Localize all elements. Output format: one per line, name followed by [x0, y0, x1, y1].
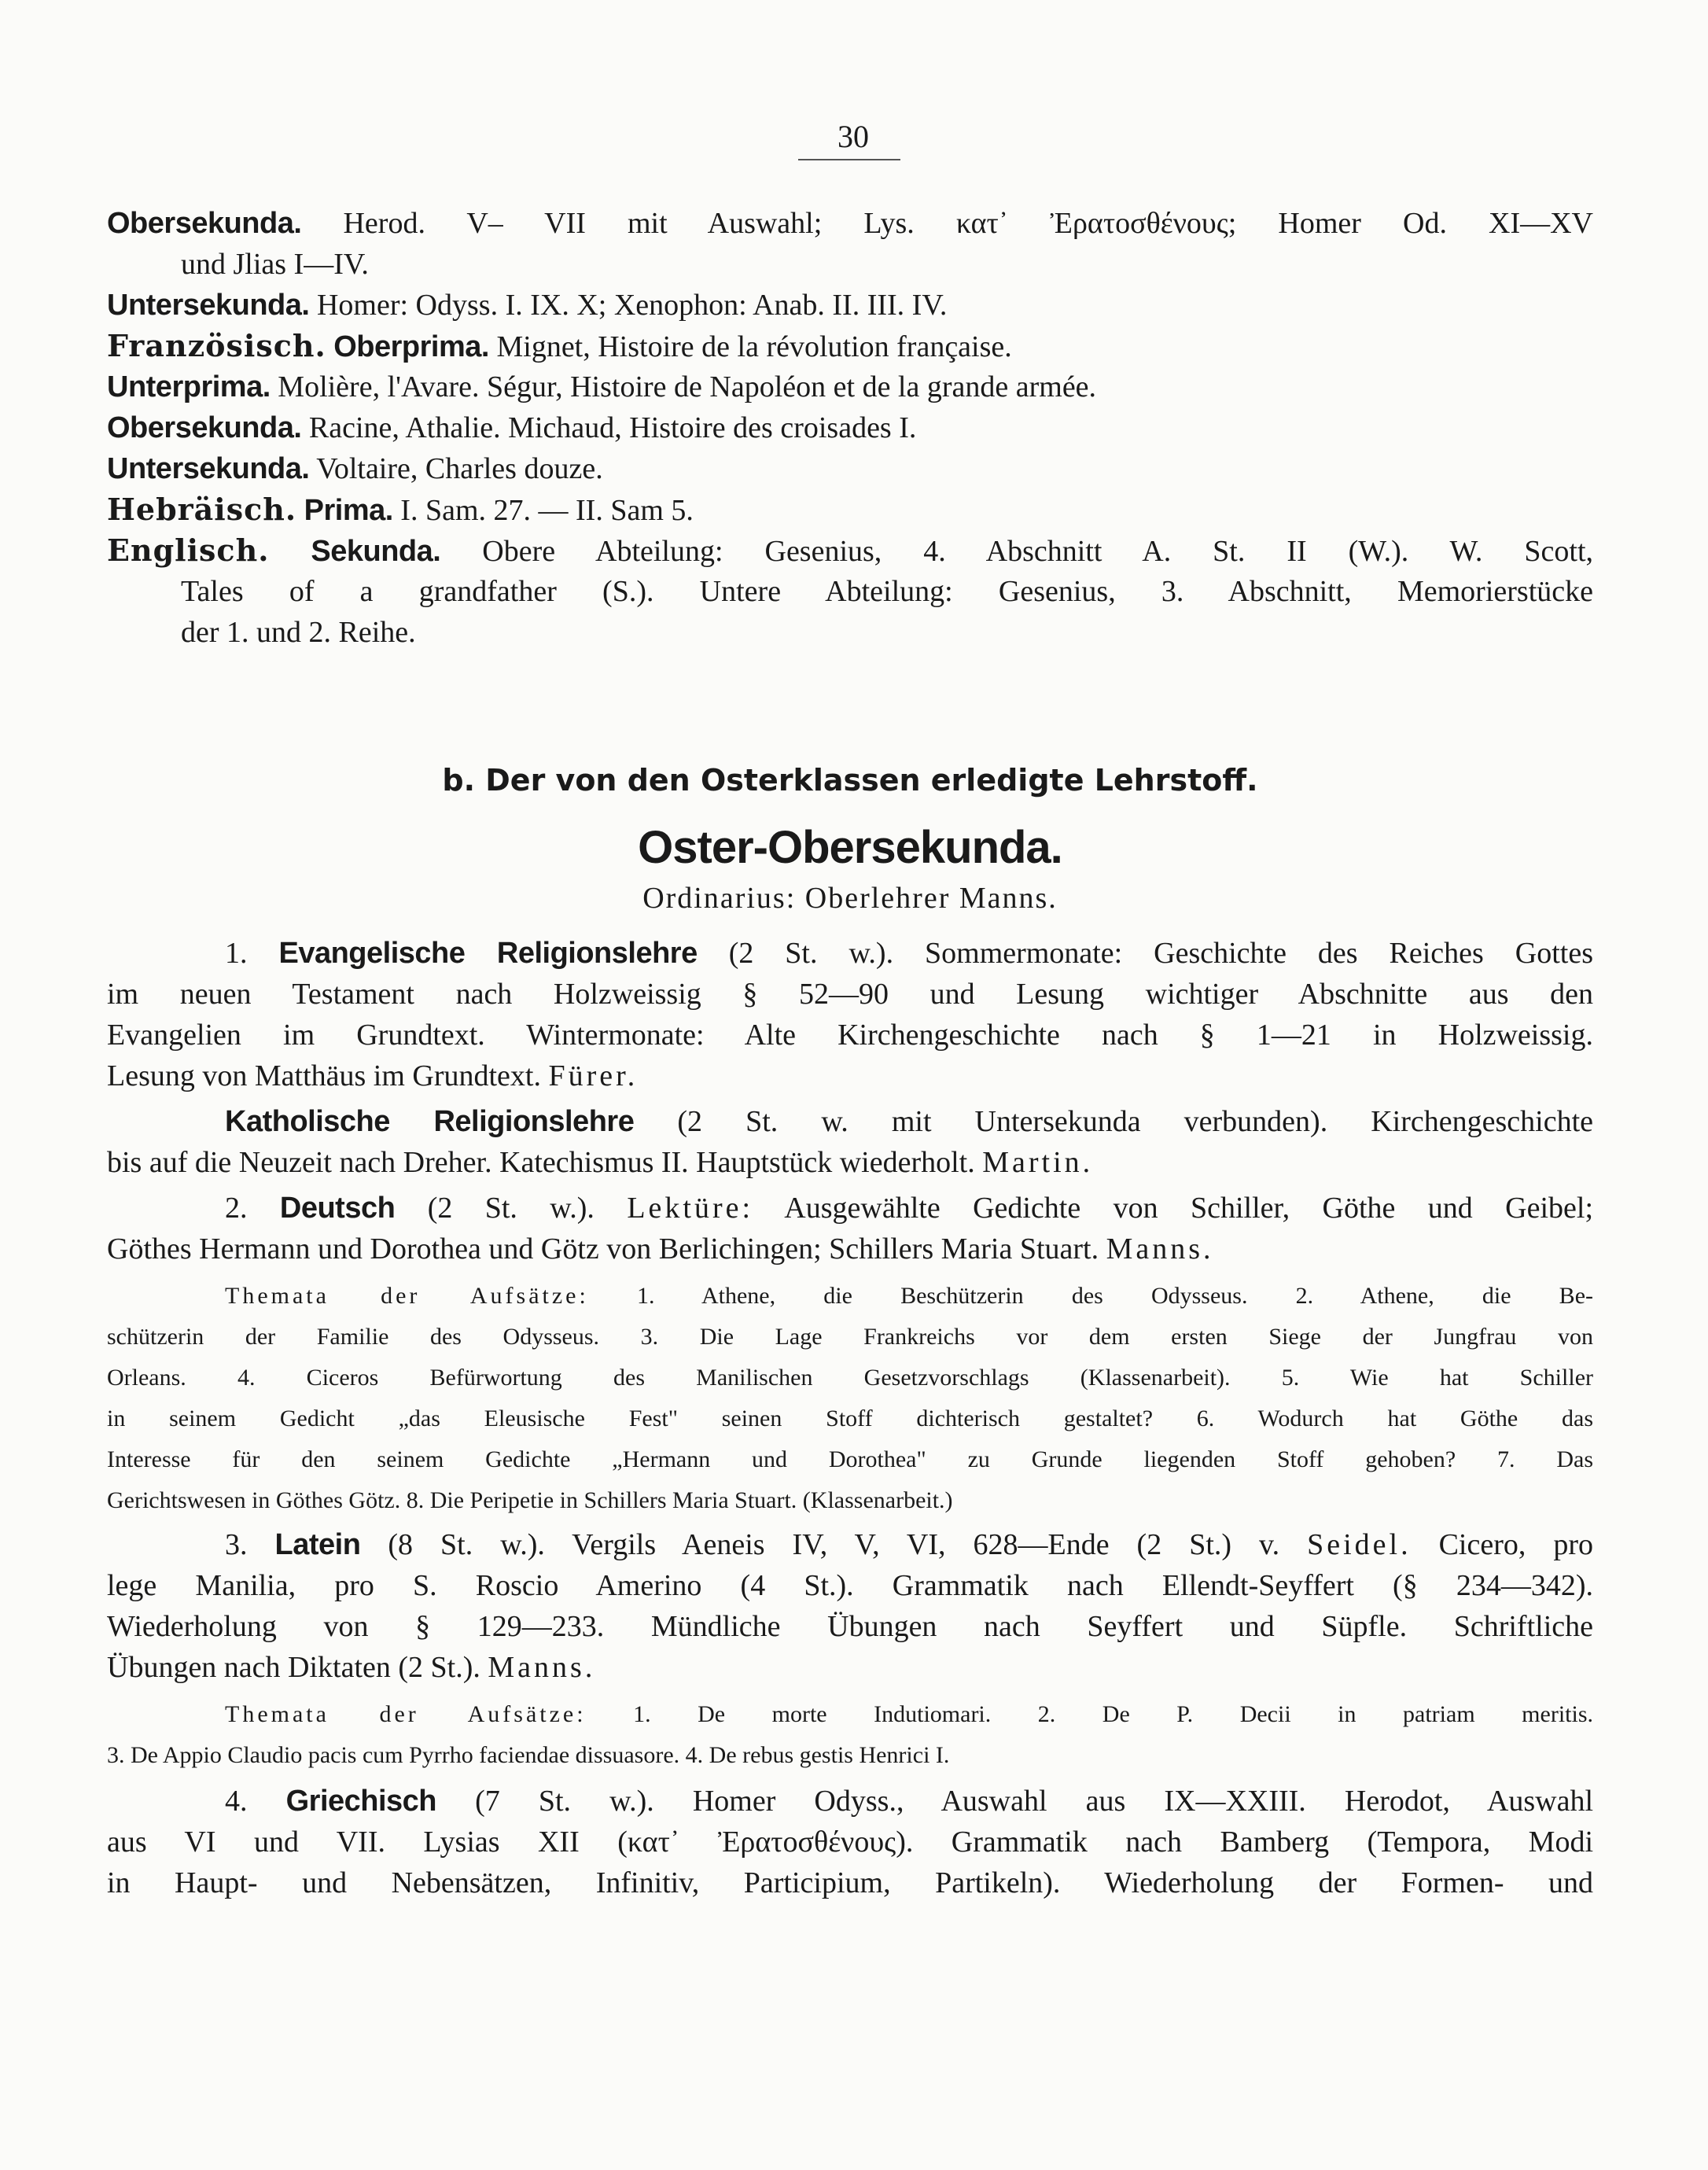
text-line	[107, 1565, 1593, 1606]
teacher-name: Manns.	[488, 1651, 596, 1684]
text-line	[107, 1694, 1593, 1735]
line-text: Cicero, pro	[1411, 1528, 1594, 1561]
class-label: Obersekunda.	[107, 411, 302, 444]
class-label: Unterprima.	[107, 370, 271, 403]
line-text: Racine, Athalie. Michaud, Histoire des croisades I.	[301, 411, 917, 444]
line-text: und Jlias I—IV.	[181, 248, 369, 281]
line-text: Molière, l'Avare. Ségur, Histoire de Napoléon et de la grande armée.	[270, 370, 1097, 403]
line-text: Herod. V– VII mit Auswahl; Lys. κατ᾽ Ἐρατοσθένους; Homer Od. XI—XV	[301, 207, 1593, 240]
class-title: Oster-Obersekunda.	[638, 822, 1062, 873]
text-line	[107, 489, 1593, 530]
line-text: Wiederholung von § 129—233. Mündliche Übungen nach Seyffert und Süpfle. Schriftliche	[107, 1610, 1593, 1643]
subject-heading: Deutsch	[279, 1192, 396, 1225]
line-text: in Haupt- und Nebensätzen, Infinitiv, Participium, Partikeln). Wiederholung der Formen- und	[107, 1866, 1593, 1899]
text-line	[107, 1229, 1593, 1269]
line-text: lege Manilia, pro S. Roscio Amerino (4 St.). Grammatik nach Ellendt-Seyffert (§ 234—342).	[107, 1569, 1593, 1602]
line-text: Lesung von Matthäus im Grundtext.	[107, 1059, 541, 1092]
subject-label: Englisch.	[107, 532, 270, 568]
text-line	[107, 1317, 1593, 1358]
line-text: Voltaire, Charles douze.	[309, 452, 603, 485]
line-text: in seinem Gedicht „das Eleusische Fest" seinen Stoff dichterisch gestaltet? 6. Wodurch hat Göthe das	[107, 1406, 1593, 1431]
subject-heading: Griechisch	[285, 1785, 437, 1818]
class-label: Obersekunda.	[107, 207, 302, 240]
curriculum-body	[107, 933, 1593, 1903]
line-text: aus VI und VII. Lysias XII (κατ᾽ Ἐρατοσθένους). Grammatik nach Bamberg (Tempora, Modi	[107, 1826, 1593, 1859]
line-text: Interesse für den seinem Gedichte „Hermann und Dorothea" zu Grunde liegenden Stoff gehoben? 7. Das	[107, 1446, 1593, 1472]
text-line	[107, 1142, 1593, 1183]
reading-list-block	[107, 203, 1593, 653]
text-line	[107, 612, 1593, 653]
text-line	[107, 1398, 1593, 1439]
section-heading: b. Der von den Osterklassen erledigte Lehrstoff.	[442, 763, 1258, 798]
text-line	[107, 367, 1593, 407]
item-number: 1.	[225, 937, 248, 970]
line-text: Evangelien im Grundtext. Wintermonate: Alte Kirchengeschichte nach § 1—21 in Holzweissig.	[107, 1019, 1593, 1052]
text-line	[107, 1276, 1593, 1317]
text-line	[107, 933, 1593, 974]
text-line	[107, 1439, 1593, 1480]
teacher-name: Fürer.	[548, 1059, 639, 1092]
text-line	[107, 571, 1593, 612]
item-number: 4.	[225, 1785, 248, 1818]
text-line	[107, 1480, 1593, 1521]
text-line	[107, 1781, 1593, 1822]
text-line	[107, 1822, 1593, 1862]
teacher-name: Martin.	[982, 1146, 1094, 1179]
line-text: (2 St. w.).	[395, 1192, 594, 1225]
line-text: (2 St. w.). Sommermonate: Geschichte des Reiches Gottes	[697, 937, 1594, 970]
class-label: Sekunda.	[311, 535, 441, 568]
text-line	[107, 974, 1593, 1015]
line-text: Übungen nach Diktaten (2 St.).	[107, 1651, 480, 1684]
item-number: 3.	[225, 1528, 248, 1561]
text-line	[107, 1056, 1593, 1096]
page-number-rule	[798, 159, 900, 160]
line-text: Ausgewählte Gedichte von Schiller, Göthe und Geibel;	[753, 1192, 1594, 1225]
teacher-name: Seidel.	[1307, 1528, 1412, 1561]
ordinarius-line: Ordinarius: Oberlehrer Manns.	[642, 882, 1058, 915]
page-number: 30	[837, 119, 869, 154]
themata-label: Themata der Aufsätze:	[225, 1701, 587, 1727]
line-text: Gerichtswesen in Göthes Götz. 8. Die Peripetie in Schillers Maria Stuart. (Klassenarbeit.)	[107, 1487, 953, 1513]
text-line	[107, 1735, 1593, 1776]
line-text: im neuen Testament nach Holzweissig § 52—90 und Lesung wichtiger Abschnitte aus den	[107, 978, 1593, 1011]
line-text: Obere Abteilung: Gesenius, 4. Abschnitt A. St. II (W.). W. Scott,	[440, 535, 1594, 568]
text-line	[107, 448, 1593, 489]
line-text: Göthes Hermann und Dorothea und Götz von Berlichingen; Schillers Maria Stuart.	[107, 1232, 1099, 1266]
text-line	[107, 1358, 1593, 1398]
subject-heading: Evangelische Religionslehre	[278, 937, 698, 970]
line-text: (7 St. w.). Homer Odyss., Auswahl aus IX—XXIII. Herodot, Auswahl	[436, 1785, 1594, 1818]
text-line	[107, 1101, 1593, 1142]
line-text: (8 St. w.). Vergils Aeneis IV, V, VI, 628—Ende (2 St.) v.	[360, 1528, 1280, 1561]
text-line	[107, 530, 1593, 571]
line-text: 1. Athene, die Beschützerin des Odysseus. 2. Athene, die Be-	[588, 1283, 1593, 1309]
line-text: 1. De morte Indutiomari. 2. De P. Decii in patriam meritis.	[586, 1701, 1593, 1727]
class-label: Untersekunda.	[107, 289, 310, 322]
lektuere-label: Lektüre:	[627, 1192, 754, 1225]
class-label: Oberprima.	[333, 330, 489, 363]
line-text: I. Sam. 27. — II. Sam 5.	[392, 494, 694, 527]
text-line	[107, 1015, 1593, 1056]
text-line	[107, 285, 1593, 326]
text-line	[107, 1188, 1593, 1229]
line-text: der 1. und 2. Reihe.	[181, 616, 416, 649]
item-number: 2.	[225, 1192, 248, 1225]
themata-label: Themata der Aufsätze:	[225, 1283, 589, 1309]
line-text: 3. De Appio Claudio pacis cum Pyrrho faciendae dissuasore. 4. De rebus gestis Henrici I.	[107, 1742, 950, 1768]
text-line	[107, 407, 1593, 448]
text-line	[107, 1606, 1593, 1647]
text-line	[107, 244, 1593, 285]
line-text: Orleans. 4. Ciceros Befürwortung des Manilischen Gesetzvorschlags (Klassenarbeit). 5. Wie hat Schiller	[107, 1365, 1593, 1391]
text-line	[107, 1524, 1593, 1565]
class-label: Prima.	[304, 494, 393, 527]
line-text: Homer: Odyss. I. IX. X; Xenophon: Anab. II. III. IV.	[309, 289, 948, 322]
teacher-name: Manns.	[1106, 1232, 1214, 1266]
text-line	[107, 1647, 1593, 1688]
line-text: (2 St. w. mit Untersekunda verbunden). Kirchengeschichte	[634, 1105, 1593, 1138]
text-line	[107, 326, 1593, 367]
line-text: schützerin der Familie des Odysseus. 3. Die Lage Frankreichs vor dem ersten Siege der Jungfrau von	[107, 1324, 1593, 1350]
line-text: Mignet, Histoire de la révolution française.	[488, 330, 1012, 363]
subject-label: Hebräisch.	[107, 492, 297, 527]
subject-heading: Katholische Religionslehre	[225, 1105, 635, 1138]
text-line	[107, 203, 1593, 244]
line-text: bis auf die Neuzeit nach Dreher. Katechismus II. Hauptstück wiederholt.	[107, 1146, 975, 1179]
text-line	[107, 1862, 1593, 1903]
line-text: Tales of a grandfather (S.). Untere Abteilung: Gesenius, 3. Abschnitt, Memorierstücke	[181, 575, 1593, 608]
subject-label: Französisch.	[107, 328, 326, 363]
class-label: Untersekunda.	[107, 452, 310, 485]
subject-heading: Latein	[274, 1528, 361, 1561]
